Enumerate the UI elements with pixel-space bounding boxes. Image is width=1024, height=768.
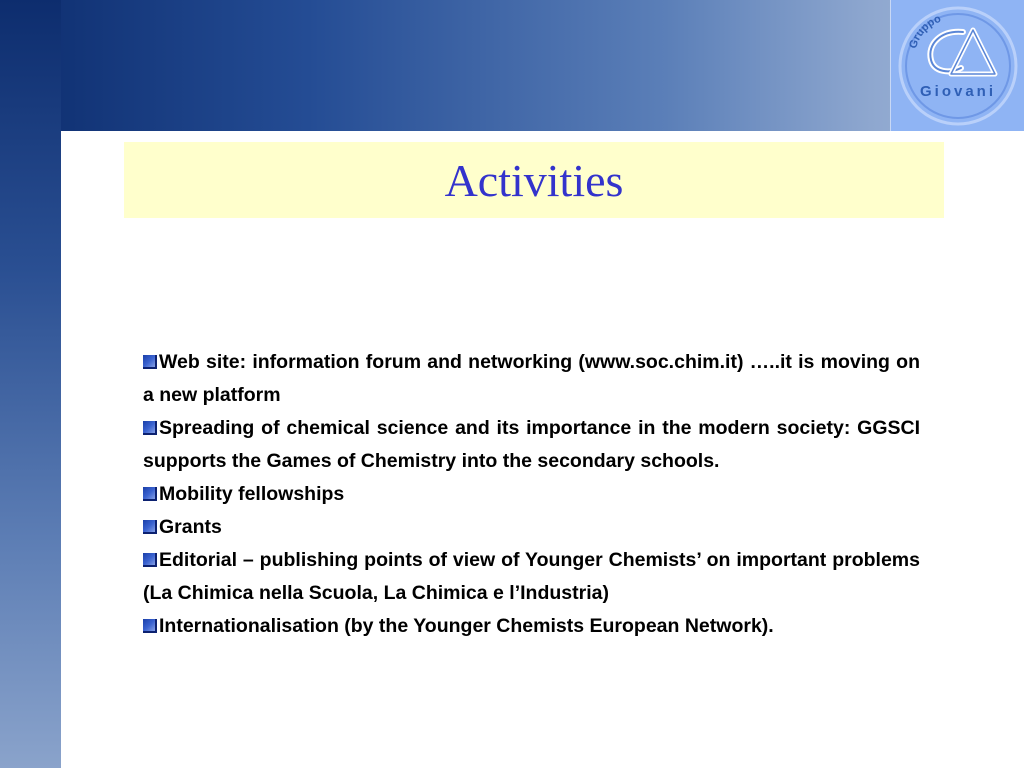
bullet-text: Mobility fellowships	[159, 483, 345, 505]
list-item	[143, 511, 920, 544]
bullet-text: Grants	[159, 516, 222, 538]
logo	[890, 0, 1024, 131]
logo-text-bottom: Giovani	[919, 83, 997, 100]
slide-title: Activities	[444, 154, 624, 206]
bullet-text: Spreading of chemical science and its importance in the modern society: GGSCI supports the Games of Chemistry into the secondary schools.	[143, 417, 920, 472]
left-gradient-band	[0, 0, 61, 768]
square-bullet-icon	[143, 421, 157, 435]
bullet-text: Web site: information forum and networking (www.soc.chim.it) …..it is moving on a new platform	[143, 351, 920, 406]
header-gradient-band	[0, 0, 1024, 131]
square-bullet-icon	[143, 355, 157, 369]
bullet-text: Internationalisation (by the Younger Chemists European Network).	[159, 615, 774, 637]
gruppo-giovani-logo-icon	[891, 0, 1024, 131]
bullet-text: Editorial – publishing points of view of Younger Chemists’ on important problems (La Chimica nella Scuola, La Chimica e l’Industria)	[143, 549, 920, 604]
bullet-list	[143, 346, 920, 643]
title-box	[124, 142, 944, 218]
list-item	[143, 412, 920, 478]
list-item	[143, 610, 920, 643]
logo-text-top: Gruppo	[907, 12, 943, 51]
list-item	[143, 346, 920, 412]
square-bullet-icon	[143, 619, 157, 633]
list-item	[143, 478, 920, 511]
square-bullet-icon	[143, 487, 157, 501]
square-bullet-icon	[143, 553, 157, 567]
square-bullet-icon	[143, 520, 157, 534]
list-item	[143, 544, 920, 610]
